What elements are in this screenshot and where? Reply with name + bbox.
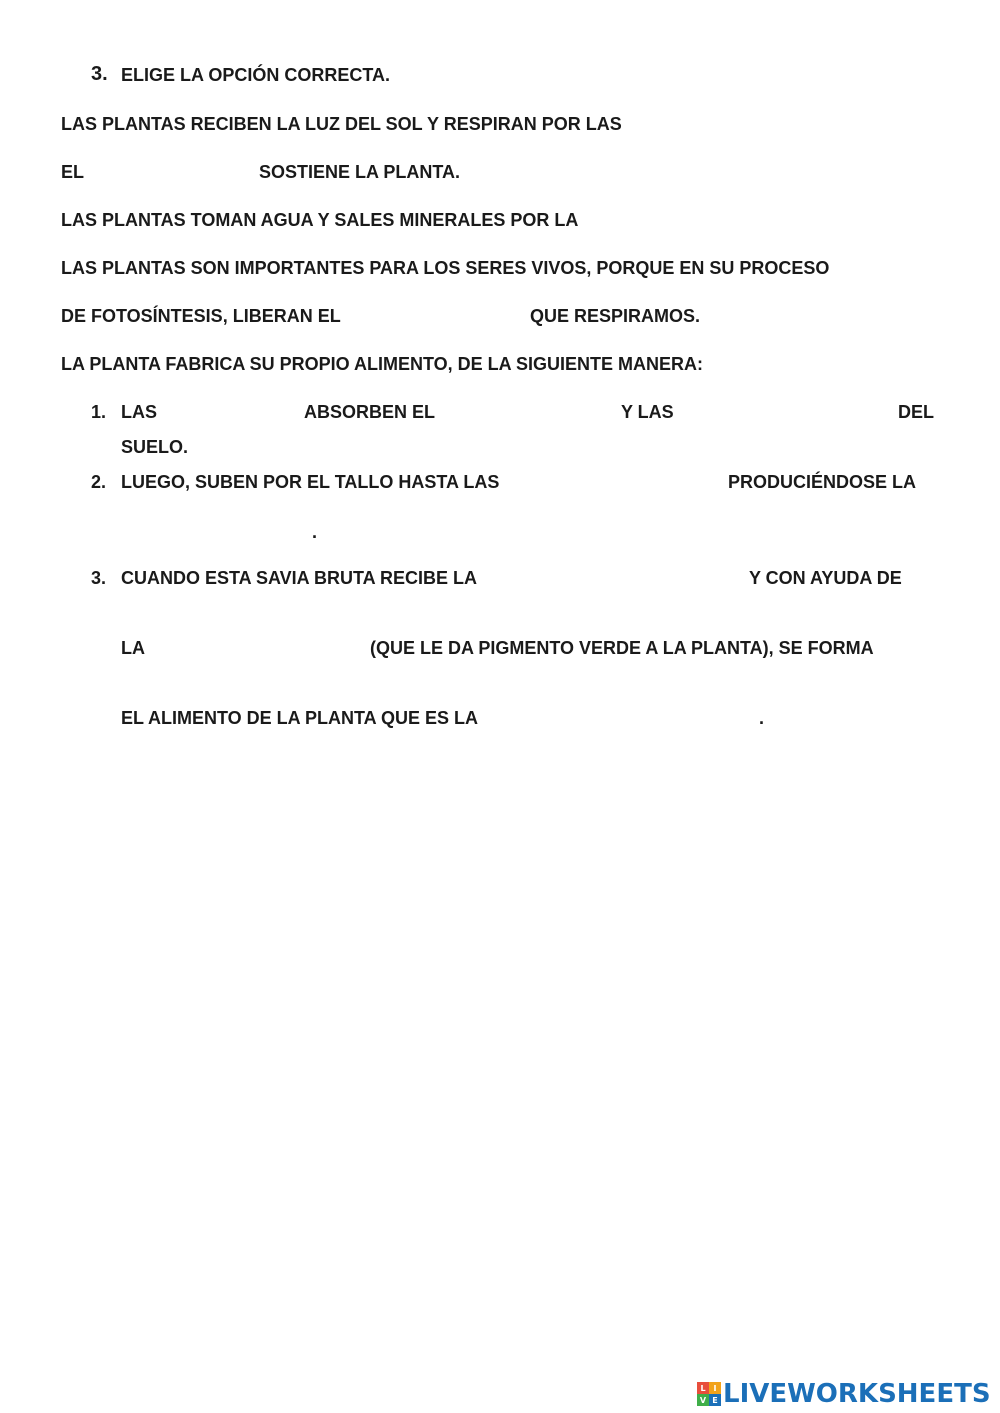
blank-hojas[interactable] (700, 112, 930, 136)
step-1-text-d: DEL (898, 402, 934, 422)
step-3-text-e: EL ALIMENTO DE LA PLANTA QUE ES LA (121, 708, 479, 728)
sentence-2-start: EL (61, 162, 85, 182)
section-title: ELIGE LA OPCIÓN CORRECTA. (121, 65, 391, 85)
blank-agua[interactable] (458, 400, 613, 424)
step-3-text-b: Y CON AYUDA DE (749, 568, 902, 588)
logo-text: LIVEWORKSHEETS (723, 1379, 991, 1409)
blank-sales-minerales[interactable] (690, 400, 890, 424)
sentence-4: LAS PLANTAS SON IMPORTANTES PARA LOS SERES VIVOS, PORQUE EN SU PROCESO (61, 258, 830, 278)
step-2-number: 2. (91, 472, 107, 492)
step-3-text-d: (QUE LE DA PIGMENTO VERDE A LA PLANTA), SE FORMA (370, 638, 874, 658)
sentence-1: LAS PLANTAS RECIBEN LA LUZ DEL SOL Y RESPIRAN POR LAS (61, 114, 622, 134)
sentence-6: LA PLANTA FABRICA SU PROPIO ALIMENTO, DE LA SIGUIENTE MANERA: (61, 354, 704, 374)
step-3-text-f: . (759, 708, 765, 728)
step-3-text-a: CUANDO ESTA SAVIA BRUTA RECIBE LA (121, 568, 478, 588)
blank-savia-elaborada[interactable] (534, 706, 754, 730)
step-1-text-e: SUELO. (121, 437, 189, 457)
section-number: 3. (91, 63, 108, 85)
sentence-5-start: DE FOTOSÍNTESIS, LIBERAN EL (61, 306, 341, 326)
logo-mark-letter: V (697, 1394, 709, 1406)
sentence-2-end: SOSTIENE LA PLANTA. (259, 162, 461, 182)
logo-mark-icon (697, 1382, 721, 1406)
step-2-text-b: PRODUCIÉNDOSE LA (728, 472, 917, 492)
blank-savia-bruta[interactable] (121, 518, 306, 542)
blank-oxigeno[interactable] (383, 304, 521, 328)
blank-tallo[interactable] (95, 160, 250, 184)
logo-mark-letter: L (697, 1382, 709, 1394)
step-1-text-a: LAS (121, 402, 157, 422)
step-1-text-c: Y LAS (621, 402, 674, 422)
step-3-number: 3. (91, 568, 107, 588)
step-2-text-c: . (312, 522, 318, 542)
blank-clorofila[interactable] (155, 636, 360, 660)
step-1-text-b: ABSORBEN EL (304, 402, 436, 422)
step-1-number: 1. (91, 402, 107, 422)
sentence-5-end: QUE RESPIRAMOS. (530, 306, 701, 326)
sentence-3: LAS PLANTAS TOMAN AGUA Y SALES MINERALES POR LA (61, 210, 579, 230)
step-2-text-a: LUEGO, SUBEN POR EL TALLO HASTA LAS (121, 472, 500, 492)
blank-raiz[interactable] (652, 208, 882, 232)
liveworksheets-logo (697, 1380, 991, 1408)
blank-luz-solar[interactable] (535, 566, 740, 590)
step-3-text-c: LA (121, 638, 145, 658)
blank-hojas-2[interactable] (556, 470, 720, 494)
logo-mark-letter: I (709, 1382, 721, 1394)
logo-mark-letter: E (709, 1394, 721, 1406)
blank-raices[interactable] (168, 400, 296, 424)
